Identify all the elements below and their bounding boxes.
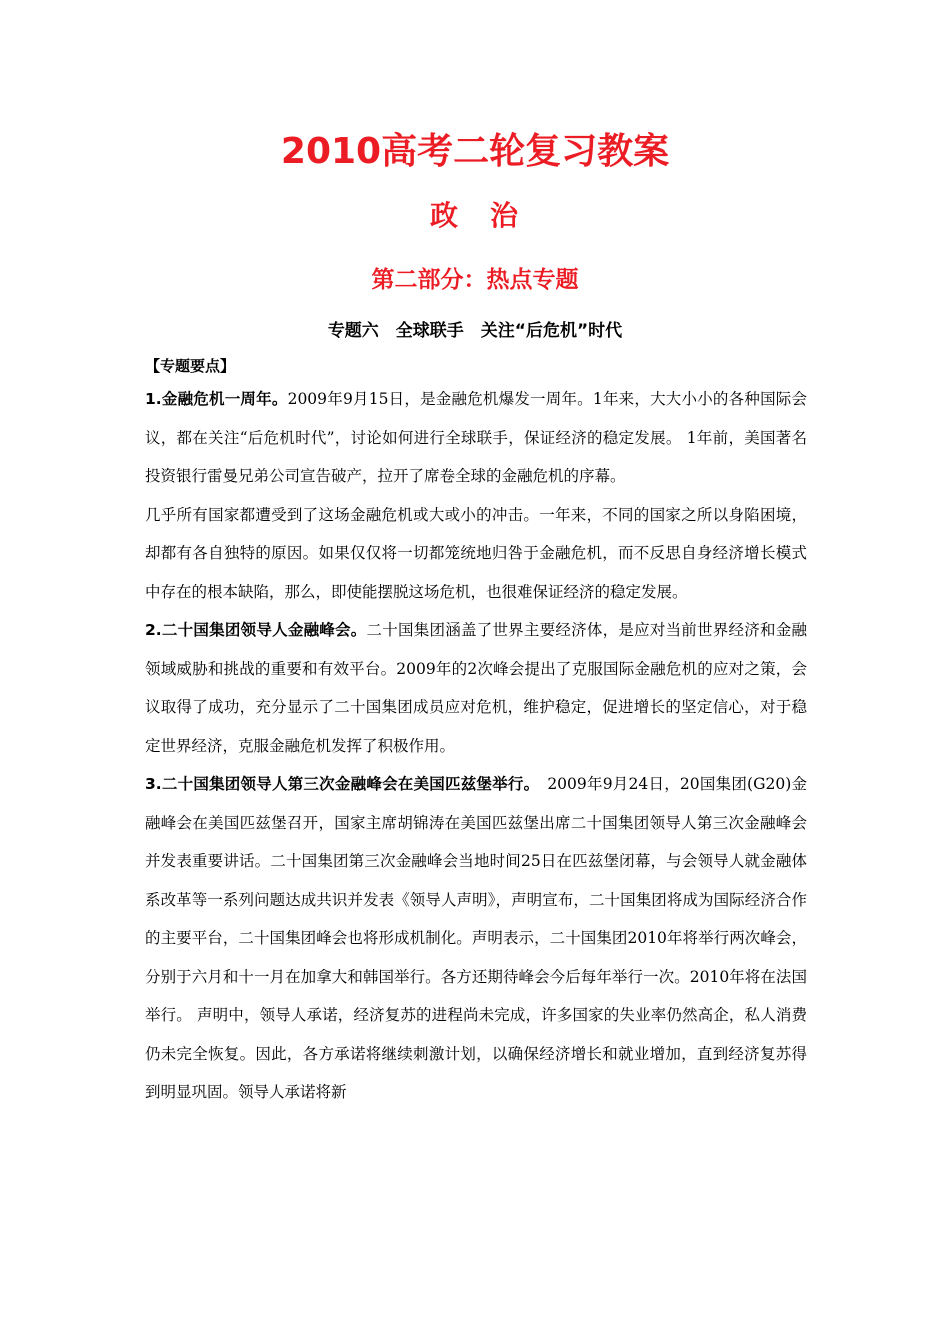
paragraph-text: 2009年9月24日，20国集团(G20)金融峰会在美国匹兹堡召开，国家主席胡锦涛在美国匹兹堡出席二十国集团领导人第三次金融峰会并发表重要讲话。二十国集团第三次金融峰会当地时间25日在匹兹堡闭幕，与会领导人就金融体系改革等一系列问题达成共识并发表《领导人声明》，声明宣布，二十国集团将成为国际经济合作的主要平台，二十国集团峰会也将形成机制化。声明表示，二十国集团2010年将举行两次峰会，分别于六月和十一月在加拿大和韩国举行。各方还期待峰会今后每年举行一次。2010年将在法国举行。 声明中，领导人承诺，经济复苏的进程尚未完成，许多国家的失业率仍然高企，私人消费仍未完全恢复。因此，各方承诺将继续刺激计划，以确保经济增长和就业增加，直到经济复苏得到明显巩固。领导人承诺将新 [145, 775, 807, 1101]
paragraph-lead: 1.金融危机一周年。 [145, 390, 288, 408]
paragraph-lead: 2.二十国集团领导人金融峰会。 [145, 621, 367, 639]
document-title: 2010高考二轮复习教案 [280, 131, 670, 172]
paragraph [145, 611, 807, 765]
subject-heading: 政 治 [429, 199, 520, 232]
part-heading: 第二部分：热点专题 [371, 267, 579, 293]
paragraph [145, 380, 807, 496]
paragraph-text: 2009年9月15日，是金融危机爆发一周年。1年来，大大小小的各种国际会议，都在关注“后危机时代”，讨论如何进行全球联手，保证经济的稳定发展。 1年前，美国著名投资银行雷曼兄弟公司宣告破产，拉开了席卷全球的金融危机的序幕。 [145, 390, 807, 485]
topic-heading: 专题六 全球联手 关注“后危机”时代 [327, 321, 623, 341]
paragraph [145, 765, 807, 1112]
paragraph-text: 几乎所有国家都遭受到了这场金融危机或大或小的冲击。一年来，不同的国家之所以身陷困境，却都有各自独特的原因。如果仅仅将一切都笼统地归咎于金融危机，而不反思自身经济增长模式中存在的根本缺陷，那么，即使能摆脱这场危机，也很难保证经济的稳定发展。 [145, 505, 807, 601]
section-label: 【专题要点】 [145, 357, 236, 375]
paragraph-text: 二十国集团涵盖了世界主要经济体，是应对当前世界经济和金融领域威胁和挑战的重要和有效平台。2009年的2次峰会提出了克服国际金融危机的应对之策，会议取得了成功，充分显示了二十国集团成员应对危机，维护稳定，促进增长的坚定信心，对于稳定世界经济，克服金融危机发挥了积极作用。 [145, 621, 807, 755]
paragraph [145, 496, 807, 612]
paragraph-lead: 3.二十国集团领导人第三次金融峰会在美国匹兹堡举行。 [145, 775, 532, 793]
document-body [145, 380, 807, 1112]
